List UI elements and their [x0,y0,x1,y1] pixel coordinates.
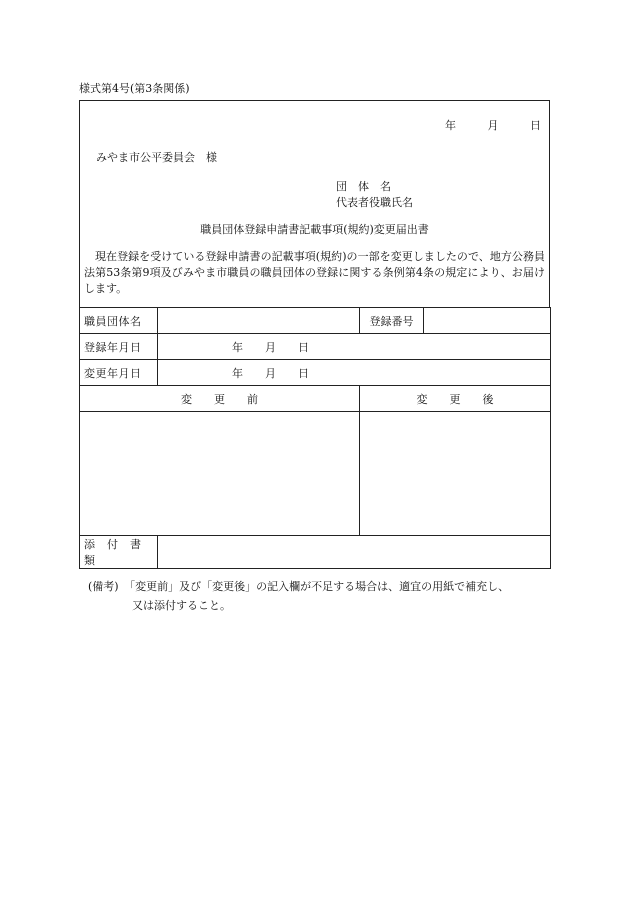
remarks-note [88,577,509,615]
before-header: 変 更 前 [80,386,360,412]
date-month: 月 [487,119,499,132]
change-date-cell-label: 変更年月日 [80,360,158,386]
reg-date-field[interactable]: 年 月 日 [158,334,551,360]
table-row [80,412,551,536]
after-header: 変 更 後 [360,386,551,412]
table-row [80,308,551,334]
remarks-line-2: 又は添付すること。 [132,599,231,612]
organization-block [336,179,413,211]
addressee: みやま市公平委員会 様 [96,151,217,164]
form-number: 様式第4号(第3条関係) [79,82,190,95]
before-field[interactable] [80,412,360,536]
attachments-field[interactable] [158,536,551,569]
date-line [425,117,541,133]
body-text: 現在登録を受けている登録申請書の記載事項(規約)の一部を変更しましたので、地方公務員法第53条第9項及びみやま市職員の職員団体の登録に関する条例第4条の規定により、お届けします。 [84,250,545,295]
change-date-field[interactable]: 年 月 日 [158,360,551,386]
attachments-cell-label: 添 付 書 類 [80,536,158,569]
representative-label: 代表者役職氏名 [336,196,413,209]
table-row [80,386,551,412]
table-row [80,360,551,386]
after-field[interactable] [360,412,551,536]
remarks-line-1: (備考) 「変更前」及び「変更後」の記入欄が不足する場合は、適宜の用紙で補充し、 [88,580,510,593]
header-frame [79,100,550,308]
table-row [80,536,551,569]
group-name-cell-label: 職員団体名 [80,308,158,334]
reg-date-cell-label: 登録年月日 [80,334,158,360]
reg-number-cell-label: 登録番号 [360,308,424,334]
group-name-label: 団 体 名 [336,180,391,193]
reg-number-field[interactable] [424,308,551,334]
form-table [79,307,551,569]
table-row [80,334,551,360]
document-title: 職員団体登録申請書記載事項(規約)変更届出書 [200,223,429,236]
date-year: 年 [445,119,456,132]
group-name-field[interactable] [158,308,360,334]
date-day: 日 [530,119,541,132]
